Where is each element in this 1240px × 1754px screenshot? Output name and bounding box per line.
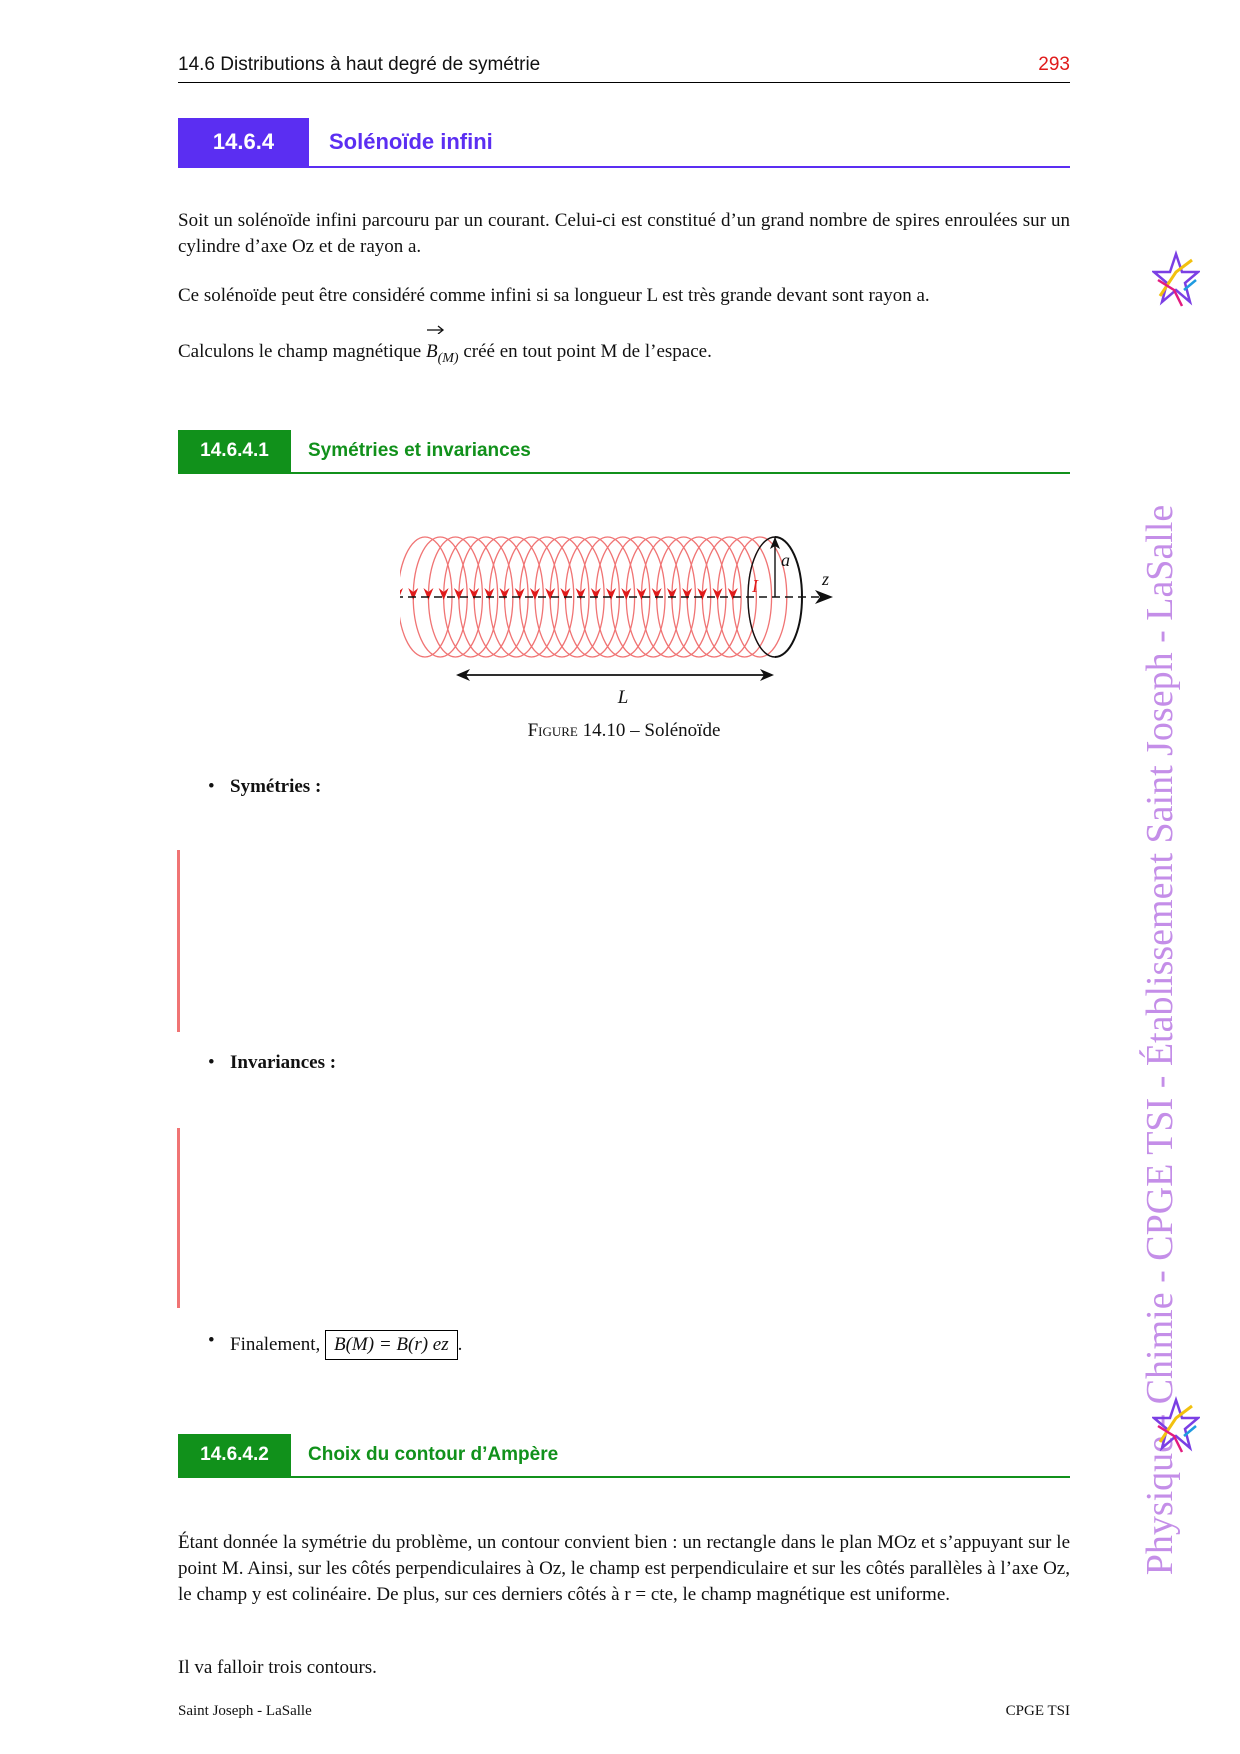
page-header <box>178 54 1070 83</box>
subsection-title: Choix du contour d’Ampère <box>308 1444 559 1465</box>
vector-b-subscript: (M) <box>437 350 459 366</box>
intro-p3-after: créé en tout point M de l’espace. <box>463 341 712 362</box>
section-banner <box>178 118 1070 168</box>
ampere-paragraph-2: Il va falloir trois contours. <box>178 1657 377 1678</box>
finalement-label: Finalement, <box>230 1334 321 1355</box>
caption-text: 14.10 – Solénoïde <box>582 720 721 741</box>
ampere-paragraph-1: Étant donnée la symétrie du problème, un contour convient bien : un rectangle dans le plan MOz et s’appuyant sur le point M. Ainsi, sur les côtés perpendiculaires à Oz, le champ est perpendiculaire et sur les côtés parallèles à l’axe Oz, le champ y est colinéaire. De plus, sur ces derniers côtés à r = cte, le champ magnétique est uniforme. <box>178 1532 1070 1605</box>
vector-b <box>426 326 438 372</box>
bullet-dot: • <box>208 1052 215 1073</box>
intro-paragraph-1: Soit un solénoïde infini parcouru par un courant. Celui-ci est constitué d’un grand nombre de spires enroulées sur un cylindre d’axe Oz et de rayon a. <box>178 210 1070 257</box>
answer-margin-bar <box>177 850 180 1032</box>
caption-prefix: Figure <box>527 720 578 741</box>
label-a: a <box>781 550 790 570</box>
subsection-number: 14.6.4.1 <box>178 430 291 472</box>
vector-b-letter: B <box>425 341 438 362</box>
intro-paragraph-3 <box>178 326 1070 379</box>
section-number: 14.6.4 <box>178 118 309 166</box>
figure-caption <box>178 720 1070 742</box>
bullet-dot: • <box>208 1330 215 1351</box>
bullet-symetries-label: Symétries : <box>230 776 322 797</box>
current-arrow <box>400 588 403 600</box>
boxed-equation: B(M) = B(r) ez <box>325 1330 458 1360</box>
sidebar-text: Physique - Chimie - CPGE TSI - Établissement Saint Joseph - LaSalle <box>1139 504 1181 1576</box>
intro-p3-before: Calculons le champ magnétique <box>178 341 422 362</box>
bullet-dot: • <box>208 776 215 797</box>
subsection-banner-symetries <box>178 430 1070 474</box>
vector-arrow-icon <box>426 324 446 334</box>
footer-left: Saint Joseph - LaSalle <box>178 1703 312 1719</box>
bullet-finalement-content: Finalement, B(M) = B(r) ez . <box>230 1330 462 1360</box>
header-title: 14.6 Distributions à haut degré de symétrie <box>178 54 541 75</box>
subsection-banner-ampere <box>178 1434 1070 1478</box>
label-current: I <box>752 576 758 596</box>
school-logo-icon <box>1152 250 1200 312</box>
label-length: L <box>617 687 629 708</box>
bullet-invariances-label: Invariances : <box>230 1052 337 1073</box>
label-z: z <box>822 569 830 589</box>
footer-right: CPGE TSI <box>1005 1703 1070 1719</box>
subsection-number: 14.6.4.2 <box>178 1434 291 1476</box>
page-number: 293 <box>1038 54 1070 75</box>
subsection-title: Symétries et invariances <box>308 440 531 461</box>
intro-paragraph-2: Ce solénoïde peut être considéré comme infini si sa longueur L est très grande devant sont rayon a. <box>178 285 930 306</box>
answer-margin-bar <box>177 1128 180 1308</box>
section-title: Solénoïde infini <box>329 129 493 154</box>
school-logo-icon <box>1152 1396 1200 1458</box>
solenoid-figure <box>400 530 860 710</box>
